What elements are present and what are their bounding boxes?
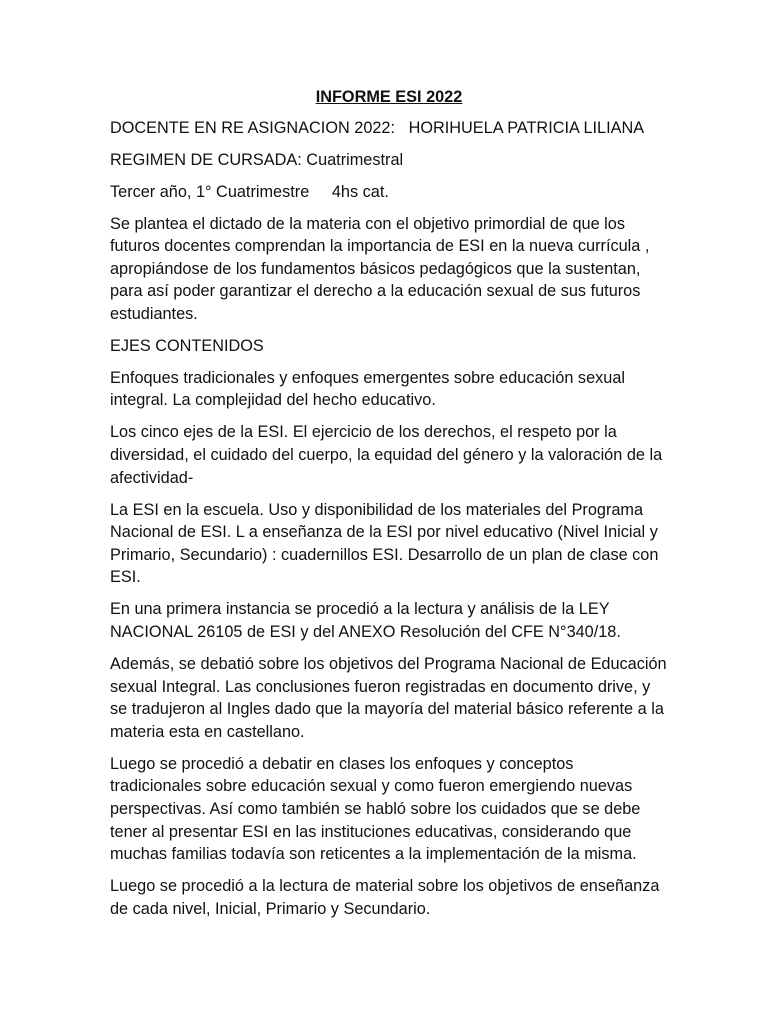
regimen-line: REGIMEN DE CURSADA: Cuatrimestral	[110, 150, 404, 169]
paragraph-objetivo: Se plantea el dictado de la materia con el objetivo primordial de que los futuros docentes comprendan la importancia de ESI en la nueva currícula , apropiándose de los fundamentos básicos pedagógicos que la sustentan, para así poder garantizar el derecho a la educación sexual de sus futuros estudiantes.	[110, 214, 650, 323]
section-heading-ejes: EJES CONTENIDOS	[110, 336, 264, 355]
paragraph-debate-enfoques: Luego se procedió a debatir en clases los enfoques y conceptos tradicionales sobre educación sexual y como fueron emergiendo nuevas perspectivas. Así como también se habló sobre los cuidados que se debe tener al presentar ESI en las instituciones educativas, considerando que muchas familias todavía son reticentes a la implementación de la misma.	[110, 754, 641, 864]
paragraph-esi-escuela: La ESI en la escuela. Uso y disponibilidad de los materiales del Programa Nacional de ESI. L a enseñanza de la ESI por nivel educativo (Nivel Inicial y Primario, Secundario) : cuadernillos ESI. Desarrollo de un plan de clase con ESI.	[110, 500, 659, 587]
paragraph-enfoques: Enfoques tradicionales y enfoques emergentes sobre educación sexual integral. La complejidad del hecho educativo.	[110, 368, 625, 410]
paragraph-debate-programa: Además, se debatió sobre los objetivos del Programa Nacional de Educación sexual Integral. Las conclusiones fueron registradas en documento drive, y se tradujeron al Ingles dado que la mayoría del material básico referente a la materia esta en castellano.	[110, 654, 667, 741]
docente-line: DOCENTE EN RE ASIGNACION 2022: HORIHUELA PATRICIA LILIANA	[110, 118, 645, 137]
curso-line: Tercer año, 1° Cuatrimestre 4hs cat.	[110, 182, 389, 201]
paragraph-lectura-material: Luego se procedió a la lectura de material sobre los objetivos de enseñanza de cada nivel, Inicial, Primario y Secundario.	[110, 877, 660, 918]
document-title: INFORME ESI 2022	[315, 88, 463, 106]
paragraph-primera-instancia: En una primera instancia se procedió a la lectura y análisis de la LEY NACIONAL 26105 de ESI y del ANEXO Resolución del CFE N°340/18.	[110, 600, 621, 641]
paragraph-cinco-ejes: Los cinco ejes de la ESI. El ejercicio de los derechos, el respeto por la diversidad, el cuidado del cuerpo, la equidad del género y la valoración de la afectividad-	[110, 423, 663, 487]
